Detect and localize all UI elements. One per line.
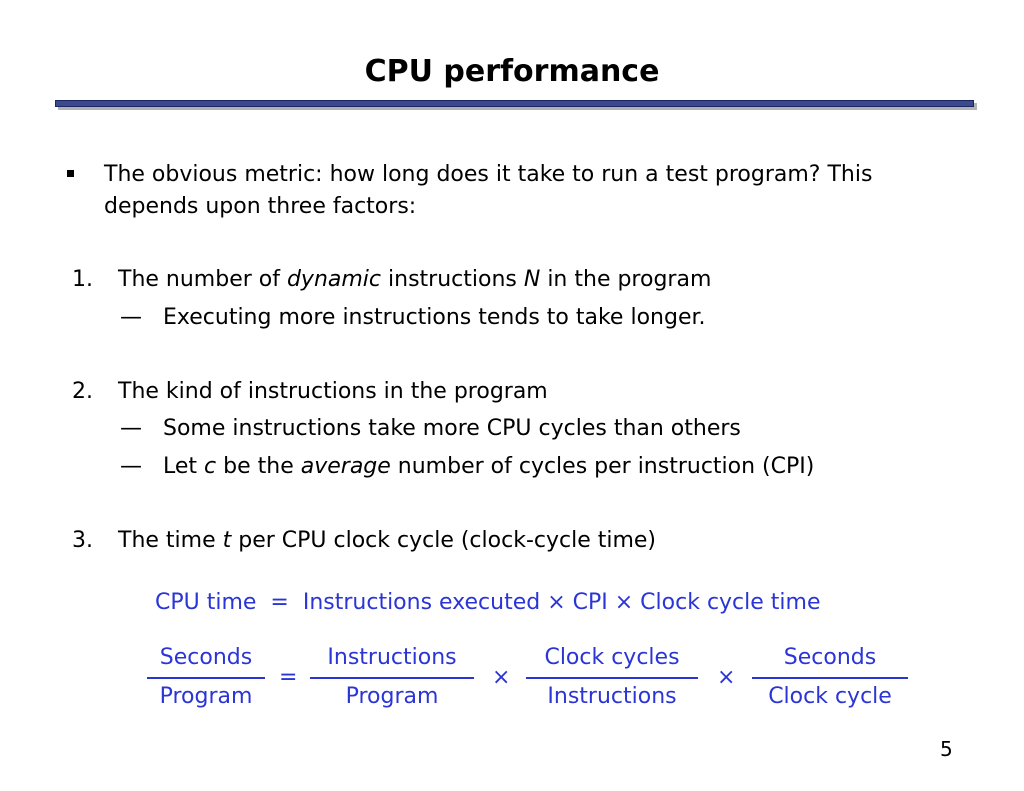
item-2-text: The kind of instructions in the program bbox=[118, 379, 548, 404]
fraction-2-bar bbox=[310, 677, 474, 679]
intro-line-2: depends upon three factors: bbox=[104, 194, 417, 219]
item-1-sub-1-dash: — bbox=[120, 305, 142, 330]
item-1-mid: instructions bbox=[381, 267, 524, 292]
fraction-4-bar bbox=[752, 677, 908, 679]
equals-sign: = bbox=[279, 665, 298, 690]
fraction-3-denominator: Instructions bbox=[547, 684, 677, 709]
item-2-sub-2 bbox=[163, 451, 814, 482]
item-1-post: in the program bbox=[540, 267, 712, 292]
item-2-sub-2-emphasis: average bbox=[300, 454, 391, 479]
item-1-text bbox=[118, 264, 711, 295]
fraction-2-numerator: Instructions bbox=[327, 645, 457, 670]
item-3-variable: t bbox=[222, 528, 232, 553]
item-1-emphasis: dynamic bbox=[286, 267, 382, 292]
item-2-sub-2-mid: be the bbox=[216, 454, 301, 479]
fraction-1-denominator: Program bbox=[159, 684, 253, 709]
item-3-text bbox=[118, 525, 656, 556]
item-1-variable: N bbox=[523, 267, 541, 292]
intro-line-1: The obvious metric: how long does it take to run a test program? This bbox=[104, 162, 873, 187]
multiply-sign-1: × bbox=[492, 665, 511, 690]
title-divider bbox=[55, 100, 974, 107]
multiply-sign-2: × bbox=[717, 665, 736, 690]
item-2-sub-1-dash: — bbox=[120, 416, 142, 441]
fraction-3-bar bbox=[526, 677, 698, 679]
page-number: 5 bbox=[940, 737, 953, 761]
item-3-pre: The time bbox=[118, 528, 223, 553]
item-1-pre: The number of bbox=[118, 267, 287, 292]
item-2-sub-1: Some instructions take more CPU cycles than others bbox=[163, 416, 741, 441]
item-1-sub-1: Executing more instructions tends to take longer. bbox=[163, 305, 706, 330]
fraction-1-bar bbox=[147, 677, 265, 679]
item-2-sub-2-pre: Let bbox=[163, 454, 205, 479]
square-bullet-icon bbox=[67, 170, 74, 177]
fraction-1-numerator: Seconds bbox=[159, 645, 253, 670]
item-2-number: 2. bbox=[72, 379, 93, 404]
fraction-2-denominator: Program bbox=[345, 684, 439, 709]
item-2-sub-2-dash: — bbox=[120, 454, 142, 479]
slide-title: CPU performance bbox=[364, 54, 660, 89]
fraction-3-numerator: Clock cycles bbox=[544, 645, 680, 670]
item-3-post: per CPU clock cycle (clock-cycle time) bbox=[231, 528, 657, 553]
item-1-number: 1. bbox=[72, 267, 93, 292]
cpu-time-equation: CPU time = Instructions executed × CPI × Clock cycle time bbox=[155, 590, 821, 615]
item-2-sub-2-variable: c bbox=[204, 454, 217, 479]
fraction-4-denominator: Clock cycle bbox=[768, 684, 892, 709]
item-2-sub-2-post: number of cycles per instruction (CPI) bbox=[390, 454, 815, 479]
fraction-4-numerator: Seconds bbox=[783, 645, 877, 670]
item-3-number: 3. bbox=[72, 528, 93, 553]
